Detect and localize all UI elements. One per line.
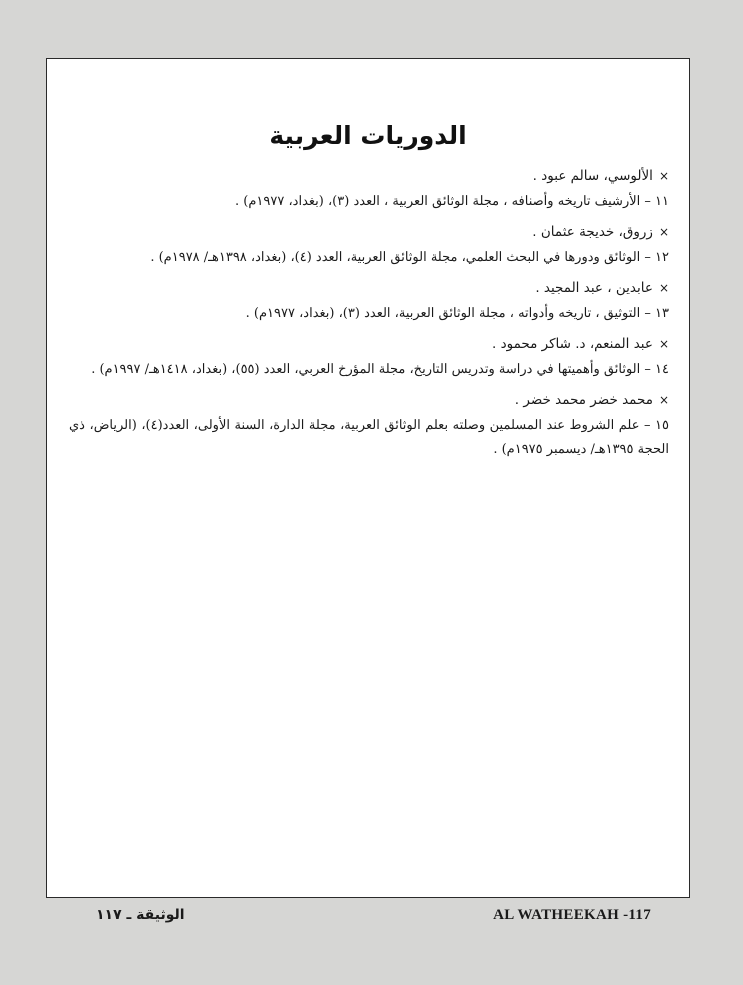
author-entry <box>69 389 669 411</box>
citation-entry: ١٣ – التوثيق ، تاريخه وأدواته ، مجلة الوثائق العربية، العدد (٣)، (بغداد، ١٩٧٧م) . <box>245 306 669 321</box>
author-entry <box>69 333 669 355</box>
footer-page-number-latin: AL WATHEEKAH -117 <box>493 907 651 923</box>
citation-entry: ١١ – الأرشيف تاريخه وأصنافه ، مجلة الوثائق العربية ، العدد (٣)، (بغداد، ١٩٧٧م) . <box>235 194 669 209</box>
author-name: الألوسي، سالم عبود . <box>532 168 653 184</box>
footer-page-number-arabic: الوثيقة ـ ١١٧ <box>96 907 185 923</box>
author-entry <box>69 165 669 187</box>
citation-entry: ١٤ – الوثائق وأهميتها في دراسة وتدريس التاريخ، مجلة المؤرخ العربي، العدد (٥٥)، (بغداد، ١٤١٨هـ/ ١٩٩٧م) . <box>91 362 669 377</box>
bibliography-list <box>69 165 669 469</box>
author-marker: × <box>658 393 669 407</box>
author-name: زروق، خديجة عثمان . <box>532 224 653 240</box>
author-marker: × <box>658 225 669 239</box>
page-title: الدوريات العربية <box>269 121 467 150</box>
page-frame <box>46 58 690 898</box>
author-entry <box>69 221 669 243</box>
citation-entry: ١٥ – علم الشروط عند المسلمين وصلته بعلم الوثائق العربية، مجلة الدارة، السنة الأولى، العدد(٤)، (الرياض، ذي الحجة ١٣٩٥هـ/ ديسمبر ١٩٧٥م) . <box>69 418 669 457</box>
author-marker: × <box>658 337 669 351</box>
author-name: عبد المنعم، د. شاكر محمود . <box>492 336 653 352</box>
author-marker: × <box>658 281 669 295</box>
author-name: محمد خضر محمد خضر . <box>514 392 653 408</box>
author-marker: × <box>658 169 669 183</box>
author-name: عابدين ، عبد المجيد . <box>535 280 653 296</box>
author-entry <box>69 277 669 299</box>
citation-entry: ١٢ – الوثائق ودورها في البحث العلمي، مجلة الوثائق العربية، العدد (٤)، (بغداد، ١٣٩٨هـ/ ١٩٧٨م) . <box>150 250 669 265</box>
